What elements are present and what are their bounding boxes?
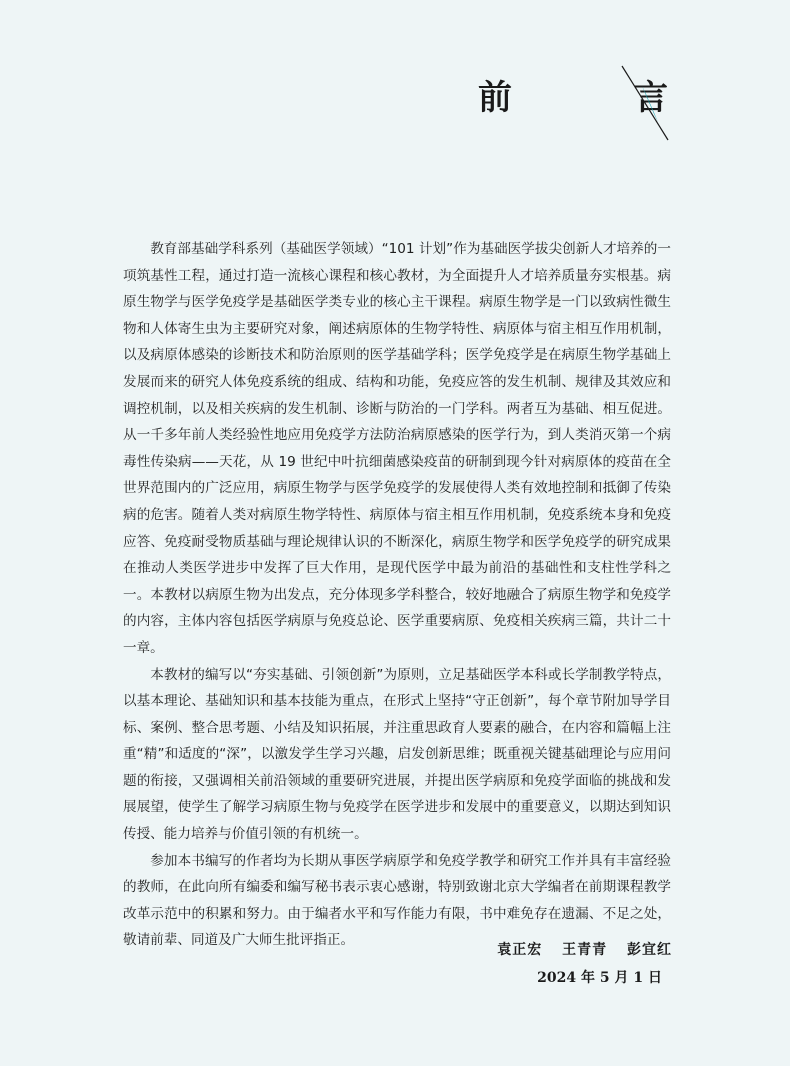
- paragraph-3: 参加本书编写的作者均为长期从事医学病原学和免疫学教学和研究工作并具有丰富经验的教师，在此向所有编委和编写秘书表示衷心感谢，特别致谢北京大学编者在前期课程教学改革示范中的积累和努力。由于编者水平和写作能力有限，书中难免存在遗漏、不足之处，敬请前辈、同道及广大师生批评指正。: [123, 852, 671, 949]
- signature-block: [483, 936, 672, 992]
- title-decoration-icon: [620, 64, 672, 144]
- author-3: 彭宜红: [627, 942, 672, 958]
- author-list: [483, 936, 672, 964]
- author-1: 袁正宏: [497, 942, 543, 958]
- paragraph-2: 本教材的编写以“夯实基础、引领创新”为原则，立足基础医学本科或长学制教学特点，以基本理论、基础知识和基本技能为重点，在形式上坚持“守正创新”，每个章节附加导学目标、案例、整合思考题、小结及知识拓展，并注重思政育人要素的融合，在内容和篇幅上注重“精”和适度的“深”，以激发学生学习兴趣，启发创新思维；既重视关键基础理论与应用问题的衔接，又强调相关前沿领域的重要研究进展，并提出医学病原和免疫学面临的挑战和发展展望，使学生了解学习病原生物与免疫学在医学进步和发展中的重要意义，以期达到知识传授、能力培养与价值引领的有机统一。: [123, 666, 671, 843]
- author-2: 王青青: [562, 942, 608, 958]
- date: 2024 年 5 月 1 日: [537, 970, 662, 986]
- heading-area: [470, 60, 712, 150]
- page-title: 前 言: [478, 78, 712, 118]
- preface-body: [123, 236, 671, 954]
- paragraph-1: 教育部基础学科系列（基础医学领域）“101 计划”作为基础医学拔尖创新人才培养的一项筑基性工程，通过打造一流核心课程和核心教材，为全面提升人才培养质量夯实根基。病原生物学与医学免疫学是基础医学类专业的核心主干课程。病原生物学是一门以致病性微生物和人体寄生虫为主要研究对象，阐述病原体的生物学特性、病原体与宿主相互作用机制，以及病原体感染的诊断技术和防治原则的医学基础学科；医学免疫学是在病原生物学基础上发展而来的研究人体免疫系统的组成、结构和功能，免疫应答的发生机制、规律及其效应和调控机制，以及相关疾病的发生机制、诊断与防治的一门学科。两者互为基础、相互促进。从一千多年前人类经验性地应用免疫学方法防治病原感染的医学行为，到人类消灭第一个病毒性传染病——天花，从 19 世纪中叶抗细菌感染疫苗的研制到现今针对病原体的疫苗在全世界范围内的广泛应用，病原生物学与医学免疫学的发展使得人类有效地控制和抵御了传染病的危害。随着人类对病原生物学特性、病原体与宿主相互作用机制，免疫系统本身和免疫应答、免疫耐受物质基础与理论规律认识的不断深化，病原生物学和医学免疫学的研究成果在推动人类医学进步中发挥了巨大作用，是现代医学中最为前沿的基础性和支柱性学科之一。本教材以病原生物为出发点，充分体现多学科整合，较好地融合了病原生物学和免疫学的内容，主体内容包括医学病原与免疫总论、医学重要病原、免疫相关疾病三篇，共计二十一章。: [123, 241, 671, 656]
